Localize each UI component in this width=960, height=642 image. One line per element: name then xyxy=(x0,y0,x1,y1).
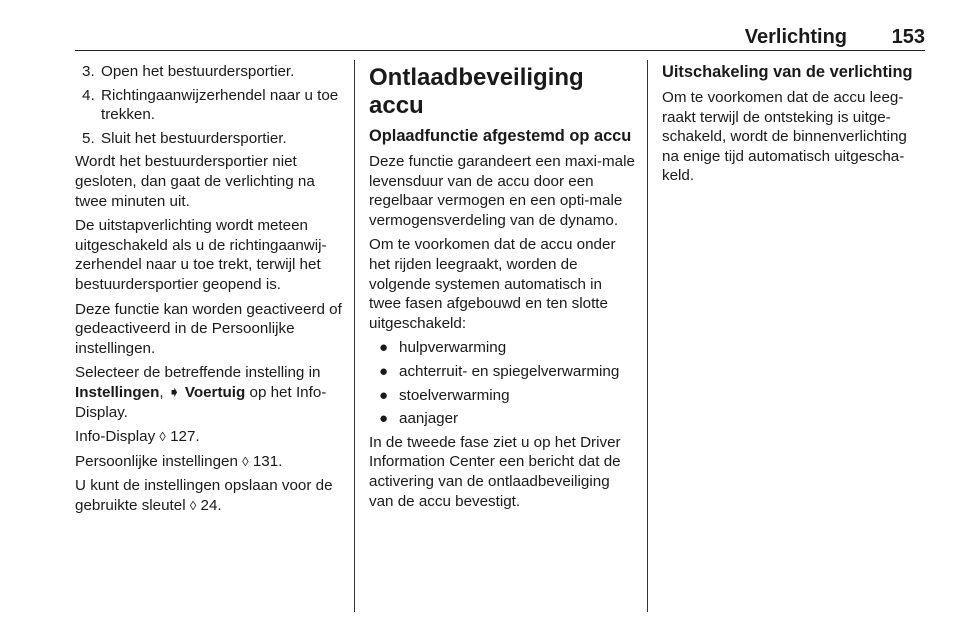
text-run: , xyxy=(159,383,168,401)
column-2 xyxy=(369,62,635,516)
page-header xyxy=(75,26,925,51)
section-title: Ontlaadbeveiliging accu xyxy=(369,64,584,119)
list-item xyxy=(369,362,635,382)
column-3 xyxy=(662,62,926,191)
reference-label: Info-Display xyxy=(75,428,160,446)
text-run: Selecteer de betreffende instelling in xyxy=(75,364,321,382)
text-run: op het Info-Display. xyxy=(75,383,327,421)
paragraph: Deze functie kan worden geactiveerd of gedeactiveerd in de Persoonlijke instellingen. xyxy=(75,300,342,357)
menu-path-vehicle: Voertuig xyxy=(184,383,246,401)
column-1 xyxy=(75,62,343,520)
paragraph xyxy=(75,476,343,515)
reference-page: 131. xyxy=(252,452,283,470)
reference-icon: ◊ xyxy=(159,429,166,445)
bullet-icon: ● xyxy=(379,339,389,357)
list-item-text: aanjager xyxy=(399,410,459,428)
column-divider-1 xyxy=(354,60,355,612)
section-subtitle: Oplaadfunctie afgestemd op accu xyxy=(369,127,632,145)
list-item xyxy=(369,386,635,406)
step-text: Open het bestuurdersportier. xyxy=(101,63,295,80)
step-number: 5. xyxy=(82,129,95,147)
paragraph: Om te voorkomen dat de accu onder het rijden leegraakt, worden de volgende systemen automatisch in twee fasen afgebouwd en ten slotte uitgeschakeld: xyxy=(369,236,616,332)
arrow-icon: ➧ xyxy=(167,383,181,401)
bullet-icon: ● xyxy=(379,362,389,380)
page-number: 153 xyxy=(891,26,925,48)
list-item-text: stoelverwarming xyxy=(399,386,510,404)
paragraph: Wordt het bestuurdersportier niet gesloten, dan gaat de verlichting na twee minuten uit. xyxy=(75,153,315,210)
list-item xyxy=(75,86,343,125)
bullet-icon: ● xyxy=(379,410,389,428)
paragraph xyxy=(75,363,343,422)
paragraph: De uitstapverlichting wordt meteen uitgeschakeld als u de richtingaanwij-zerhendel naar u toe trekt, terwijl het bestuurdersportier geopend is. xyxy=(75,217,327,293)
reference-icon: ◊ xyxy=(189,497,197,513)
column-divider-2 xyxy=(647,60,648,612)
reference-page: 127. xyxy=(170,428,200,446)
paragraph: Deze functie garandeert een maxi-male levensduur van de accu door een regelbaar vermogen en een opti-male vermogensverdeling van de dynamo. xyxy=(369,153,635,229)
list-item-text: hulpverwarming xyxy=(399,339,507,357)
list-item xyxy=(369,338,635,358)
bullet-icon: ● xyxy=(379,386,389,404)
step-text: Richtingaanwijzerhendel naar u toe trekken. xyxy=(101,86,339,124)
text-run: U kunt de instellingen opslaan voor de gebruikte sleutel xyxy=(75,477,333,514)
step-number: 3. xyxy=(82,63,95,80)
list-item-text: achterruit- en spiegelverwarming xyxy=(399,362,620,380)
reference-label: Persoonlijke instellingen xyxy=(75,452,243,470)
cross-reference[interactable] xyxy=(75,427,343,447)
step-number: 4. xyxy=(82,86,95,104)
steps-list xyxy=(75,62,343,148)
section-subtitle: Uitschakeling van de verlichting xyxy=(662,63,913,81)
paragraph: In de tweede fase ziet u op het Driver Information Center een bericht dat de activering van de ontlaadbeveiliging van de accu bevestigt. xyxy=(369,433,621,510)
menu-path-settings: Instellingen xyxy=(75,383,160,401)
step-text: Sluit het bestuurdersportier. xyxy=(101,129,287,147)
systems-list xyxy=(369,338,635,428)
reference-page[interactable]: 24. xyxy=(200,496,222,514)
reference-icon: ◊ xyxy=(242,453,249,469)
paragraph: Om te voorkomen dat de accu leeg-raakt terwijl de ontsteking is uitge-schakeld, wordt de binnenverlichting na enige tijd automatisch uitgescha-keld. xyxy=(662,89,907,185)
cross-reference[interactable] xyxy=(75,452,343,472)
list-item xyxy=(75,62,343,82)
chapter-title: Verlichting xyxy=(744,26,847,48)
list-item xyxy=(369,409,635,429)
list-item xyxy=(75,129,343,149)
